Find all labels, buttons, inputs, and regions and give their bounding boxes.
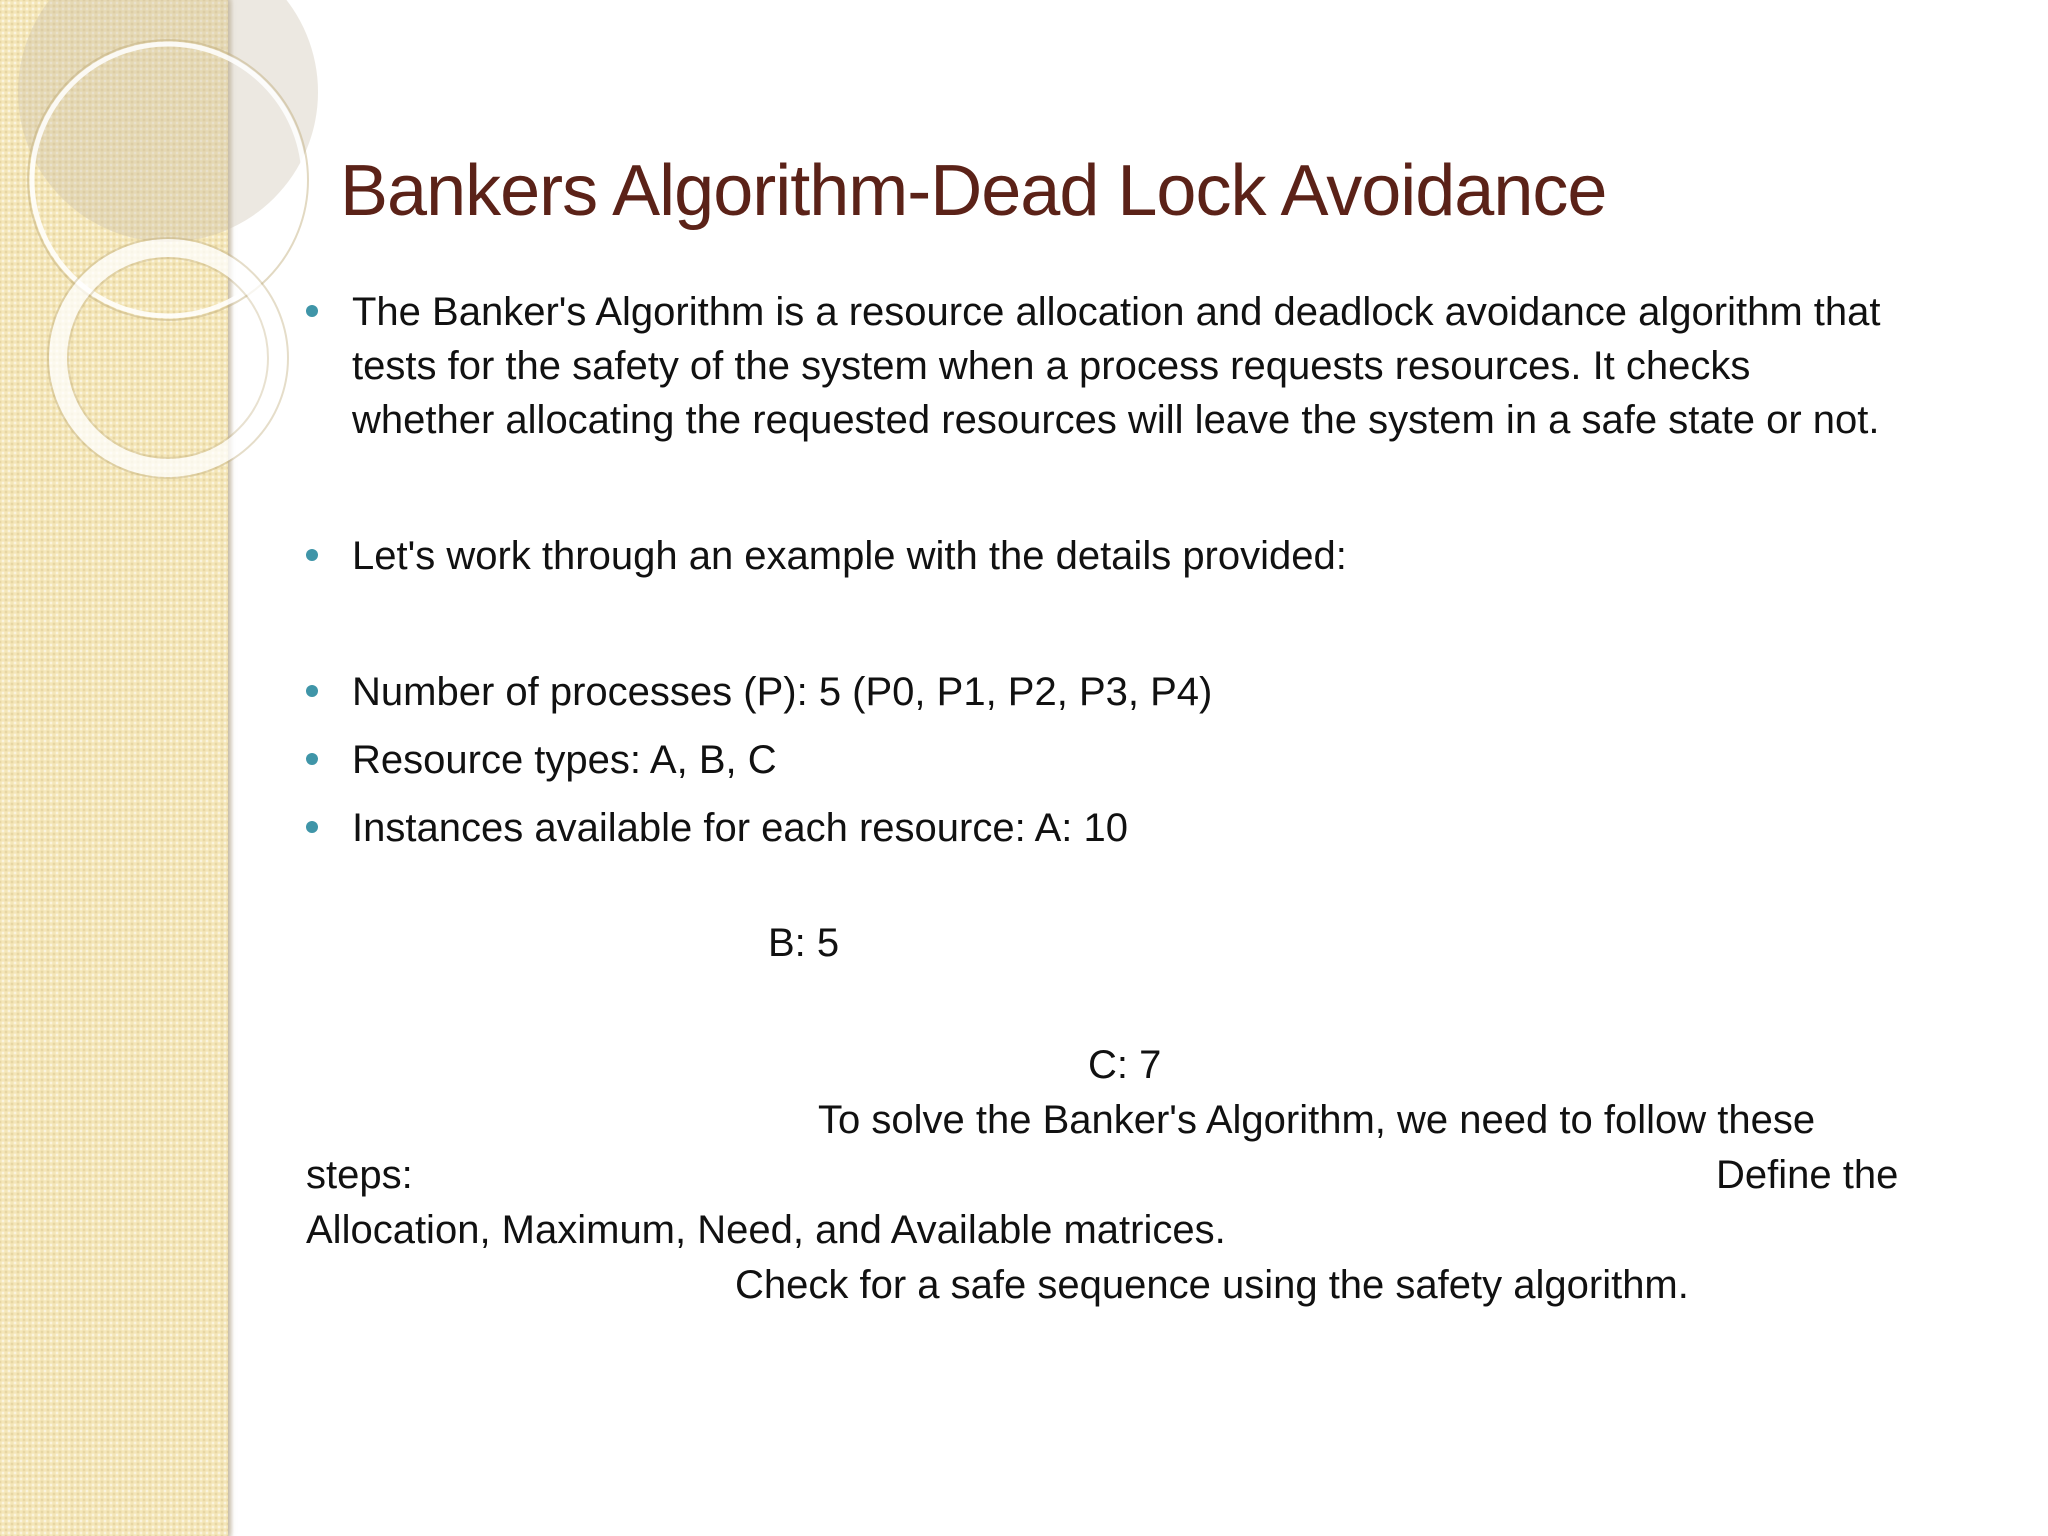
step-one-end: Allocation, Maximum, Need, and Available matrices. xyxy=(306,1208,1226,1252)
step-two-text: Check for a safe sequence using the safety algorithm. xyxy=(735,1263,1689,1307)
bullet-list xyxy=(300,285,1900,855)
bullet-text: Let's work through an example with the details provided: xyxy=(352,534,1347,578)
bullet-item-processes xyxy=(300,665,1900,719)
bullet-item-example xyxy=(300,529,1900,583)
bullet-dot-icon xyxy=(306,305,318,317)
bullet-text: Instances available for each resource: A: 10 xyxy=(352,806,1129,850)
decorative-rings xyxy=(0,0,260,520)
slide-title: Bankers Algorithm-Dead Lock Avoidance xyxy=(340,151,1607,231)
bullet-text: Number of processes (P): 5 (P0, P1, P2, P3, P4) xyxy=(352,670,1213,714)
steps-word: steps: xyxy=(306,1153,413,1197)
bullet-dot-icon xyxy=(306,549,318,561)
resource-c-instances: C: 7 xyxy=(1088,1043,1162,1087)
bullet-dot-icon xyxy=(306,685,318,697)
bullet-item-instances xyxy=(300,801,1900,855)
steps-intro-text: To solve the Banker's Algorithm, we need to follow these xyxy=(818,1098,1816,1142)
bullet-dot-icon xyxy=(306,753,318,765)
step-one-start: Define the xyxy=(1716,1153,1899,1197)
bullet-text: The Banker's Algorithm is a resource allocation and deadlock avoidance algorithm that tests for the safety of the system when a process requests resources. It checks whether allocating the requested resources will leave the system in a safe state or not. xyxy=(352,290,1881,442)
bullet-item-definition xyxy=(300,285,1900,447)
bullet-dot-icon xyxy=(306,821,318,833)
bullet-item-resource-types xyxy=(300,733,1900,787)
resource-b-instances: B: 5 xyxy=(768,921,840,965)
bullet-text: Resource types: A, B, C xyxy=(352,738,777,782)
